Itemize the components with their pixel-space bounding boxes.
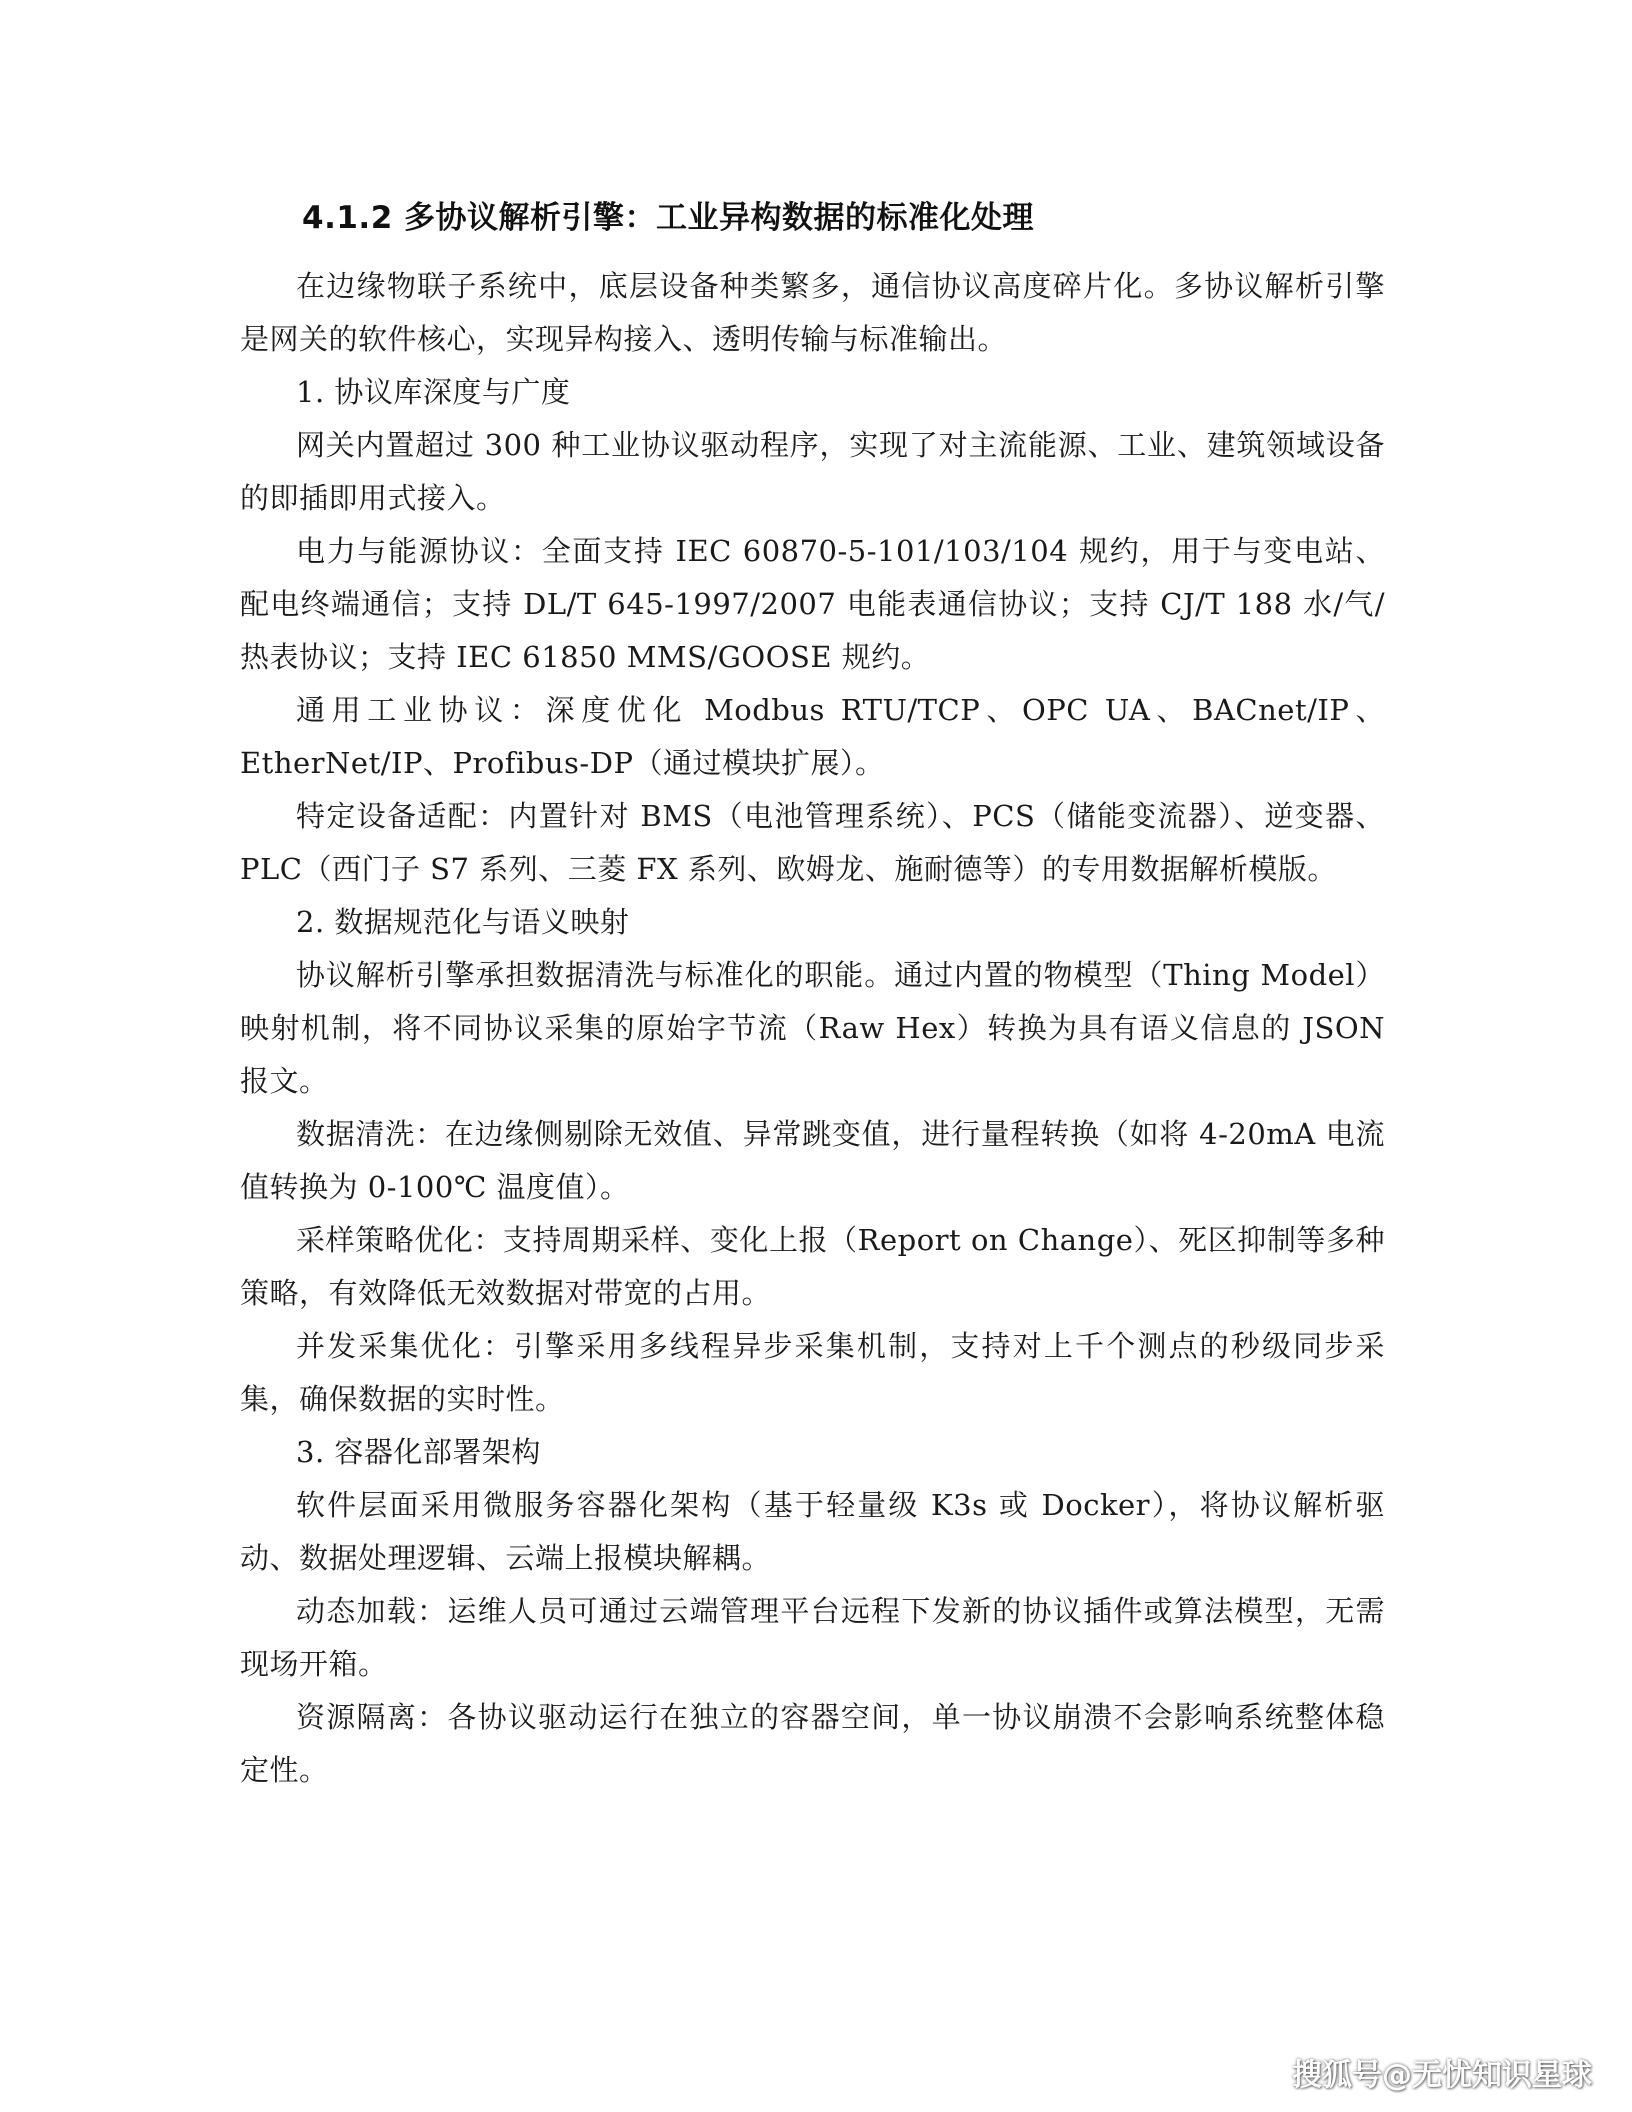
intro-paragraph: 在边缘物联子系统中，底层设备种类繁多，通信协议高度碎片化。多协议解析引擎是网关的软件核心，实现异构接入、透明传输与标准输出。 (240, 269, 1385, 356)
paragraph-sampling-strategy: 采样策略优化：支持周期采样、变化上报（Report on Change）、死区抑制等多种策略，有效降低无效数据对带宽的占用。 (240, 1223, 1385, 1310)
subheading-container-deployment: 3. 容器化部署架构 (296, 1435, 541, 1469)
paragraph-industrial-protocols: 通用工业协议：深度优化 Modbus RTU/TCP、OPC UA、BACnet/IP、EtherNet/IP、Profibus-DP（通过模块扩展）。 (240, 693, 1385, 780)
section-heading: 4.1.2 多协议解析引擎：工业异构数据的标准化处理 (302, 200, 1035, 236)
subheading-data-normalization: 2. 数据规范化与语义映射 (296, 905, 630, 939)
paragraph-concurrent-collection: 并发采集优化：引擎采用多线程异步采集机制，支持对上千个测点的秒级同步采集，确保数据的实时性。 (240, 1329, 1385, 1416)
document-body (240, 260, 1385, 1797)
paragraph-microservice-architecture: 软件层面采用微服务容器化架构（基于轻量级 K3s 或 Docker），将协议解析驱动、数据处理逻辑、云端上报模块解耦。 (240, 1488, 1385, 1575)
subheading-protocol-library: 1. 协议库深度与广度 (296, 375, 571, 409)
paragraph-data-cleaning: 数据清洗：在边缘侧剔除无效值、异常跳变值，进行量程转换（如将 4-20mA 电流值转换为 0-100℃ 温度值）。 (240, 1117, 1385, 1204)
paragraph-protocol-count: 网关内置超过 300 种工业协议驱动程序，实现了对主流能源、工业、建筑领域设备的即插即用式接入。 (240, 428, 1385, 515)
paragraph-resource-isolation: 资源隔离：各协议驱动运行在独立的容器空间，单一协议崩溃不会影响系统整体稳定性。 (240, 1700, 1385, 1787)
paragraph-device-adaptation: 特定设备适配：内置针对 BMS（电池管理系统）、PCS（储能变流器）、逆变器、PLC（西门子 S7 系列、三菱 FX 系列、欧姆龙、施耐德等）的专用数据解析模版。 (240, 799, 1385, 886)
watermark: 搜狐号@无忧知识星球 (1292, 2058, 1592, 2093)
paragraph-thing-model: 协议解析引擎承担数据清洗与标准化的职能。通过内置的物模型（Thing Model）映射机制，将不同协议采集的原始字节流（Raw Hex）转换为具有语义信息的 JSON 报文。 (240, 958, 1385, 1098)
paragraph-dynamic-loading: 动态加载：运维人员可通过云端管理平台远程下发新的协议插件或算法模型，无需现场开箱。 (240, 1594, 1385, 1681)
paragraph-power-protocols: 电力与能源协议：全面支持 IEC 60870-5-101/103/104 规约，用于与变电站、配电终端通信；支持 DL/T 645-1997/2007 电能表通信协议；支持 CJ/T 188 水/气/热表协议；支持 IEC 61850 MMS/GOOSE 规约。 (240, 534, 1385, 674)
